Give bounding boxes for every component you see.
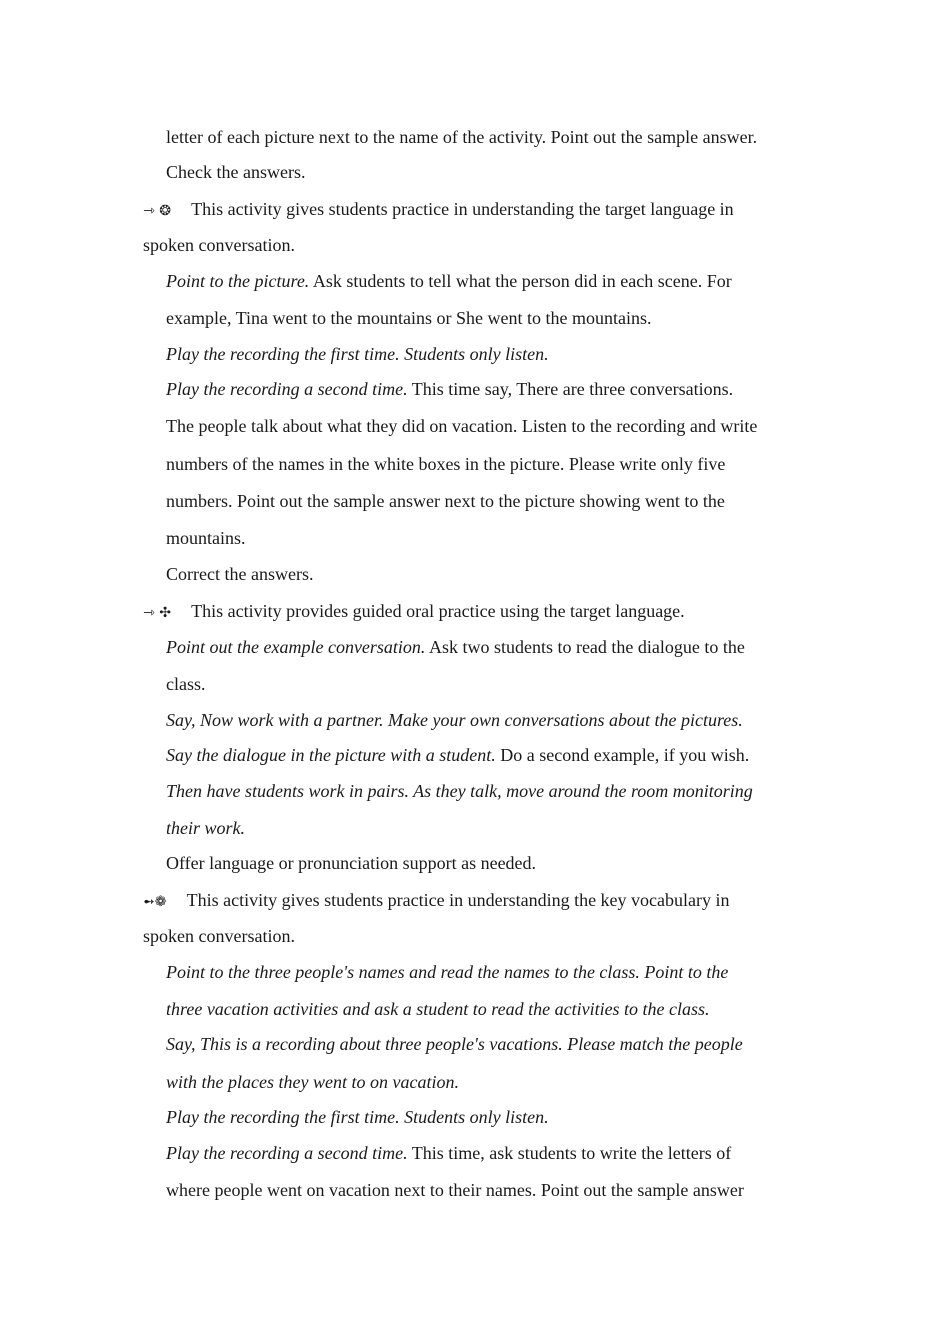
arrow-bullet-icon: ⇾ bbox=[143, 605, 155, 621]
instruction-italic: Play the recording the first time. Students only listen. bbox=[166, 344, 549, 364]
paragraph-line bbox=[166, 415, 757, 437]
text: This activity gives students practice in understanding the key vocabulary in bbox=[186, 890, 730, 910]
activity-bullet-line bbox=[143, 198, 734, 222]
paragraph-line bbox=[166, 817, 245, 839]
text: class. bbox=[166, 674, 206, 694]
paragraph-line bbox=[166, 673, 206, 695]
text: spoken conversation. bbox=[143, 235, 295, 255]
paragraph-line bbox=[166, 709, 743, 731]
text: This time, ask students to write the letters of bbox=[407, 1143, 732, 1163]
paragraph-line bbox=[166, 780, 753, 802]
instruction-italic: Play the recording a second time. bbox=[166, 379, 408, 399]
paragraph-line bbox=[166, 961, 728, 983]
paragraph-line bbox=[143, 925, 295, 947]
paragraph-line bbox=[166, 563, 313, 585]
instruction-italic: Say the dialogue in the picture with a student. bbox=[166, 745, 496, 765]
paragraph-line bbox=[166, 453, 725, 475]
paragraph-line bbox=[166, 307, 651, 329]
paragraph-line bbox=[166, 126, 757, 148]
paragraph-line bbox=[166, 1179, 744, 1201]
text: numbers. Point out the sample answer next to the picture showing went to the bbox=[166, 491, 725, 511]
text: mountains. bbox=[166, 528, 246, 548]
paragraph-line bbox=[143, 234, 295, 256]
paragraph-line bbox=[166, 744, 749, 766]
instruction-italic: Point out the example conversation. bbox=[166, 637, 426, 657]
paragraph-line bbox=[166, 852, 536, 874]
text: example, Tina went to the mountains or She went to the mountains. bbox=[166, 308, 652, 328]
text: Do a second example, if you wish. bbox=[495, 745, 750, 765]
instruction-italic: with the places they went to on vacation. bbox=[166, 1072, 459, 1092]
text: spoken conversation. bbox=[143, 926, 295, 946]
paragraph-line bbox=[166, 270, 732, 292]
paragraph-line bbox=[166, 636, 745, 658]
instruction-italic: Say, Now work with a partner. Make your own conversations about the pictures. bbox=[166, 710, 743, 730]
paragraph-line bbox=[166, 490, 725, 512]
activity-bullet-line bbox=[143, 600, 685, 624]
paragraph-line bbox=[166, 1071, 459, 1093]
instruction-italic: three vacation activities and ask a student to read the activities to the class. bbox=[166, 999, 710, 1019]
instruction-italic: Play the recording a second time. bbox=[166, 1143, 408, 1163]
paragraph-line bbox=[166, 161, 305, 183]
text: letter of each picture next to the name of the activity. Point out the sample answer. bbox=[166, 127, 758, 147]
flower-bullet-icon: ❁ bbox=[154, 894, 167, 910]
text: numbers of the names in the white boxes in the picture. Please write only five bbox=[166, 454, 726, 474]
text: Ask students to tell what the person did in each scene. For bbox=[309, 271, 732, 291]
instruction-italic: Point to the three people's names and read the names to the class. Point to the bbox=[166, 962, 729, 982]
instruction-italic: Play the recording the first time. Students only listen. bbox=[166, 1107, 549, 1127]
paragraph-line bbox=[166, 378, 733, 400]
paragraph-line bbox=[166, 998, 710, 1020]
text: Check the answers. bbox=[166, 162, 306, 182]
instruction-italic: Then have students work in pairs. As they talk, move around the room monitoring bbox=[166, 781, 753, 801]
paragraph-line bbox=[166, 1033, 743, 1055]
arrow-bullet-icon: ⇾ bbox=[143, 203, 155, 219]
cross-bullet-icon: ✣ bbox=[159, 605, 171, 621]
paragraph-line bbox=[166, 527, 246, 549]
activity-bullet-line bbox=[143, 889, 730, 913]
text: This time say, There are three conversations. bbox=[407, 379, 734, 399]
text: The people talk about what they did on vacation. Listen to the recording and write bbox=[166, 416, 758, 436]
paragraph-line bbox=[166, 1106, 549, 1128]
instruction-italic: their work. bbox=[166, 818, 245, 838]
paragraph-line bbox=[166, 1142, 731, 1164]
text: Correct the answers. bbox=[166, 564, 314, 584]
text: This activity gives students practice in understanding the target language in bbox=[191, 199, 734, 219]
text: Ask two students to read the dialogue to the bbox=[425, 637, 745, 657]
star-bullet-icon: ❂ bbox=[159, 203, 171, 219]
arrow-bullet-icon: ➻ bbox=[143, 894, 155, 910]
text: where people went on vacation next to their names. Point out the sample answer bbox=[166, 1180, 744, 1200]
paragraph-line bbox=[166, 343, 549, 365]
instruction-italic: Say, This is a recording about three people's vacations. Please match the people bbox=[166, 1034, 743, 1054]
text: Offer language or pronunciation support as needed. bbox=[166, 853, 537, 873]
text: This activity provides guided oral practice using the target language. bbox=[191, 601, 685, 621]
instruction-italic: Point to the picture. bbox=[166, 271, 310, 291]
